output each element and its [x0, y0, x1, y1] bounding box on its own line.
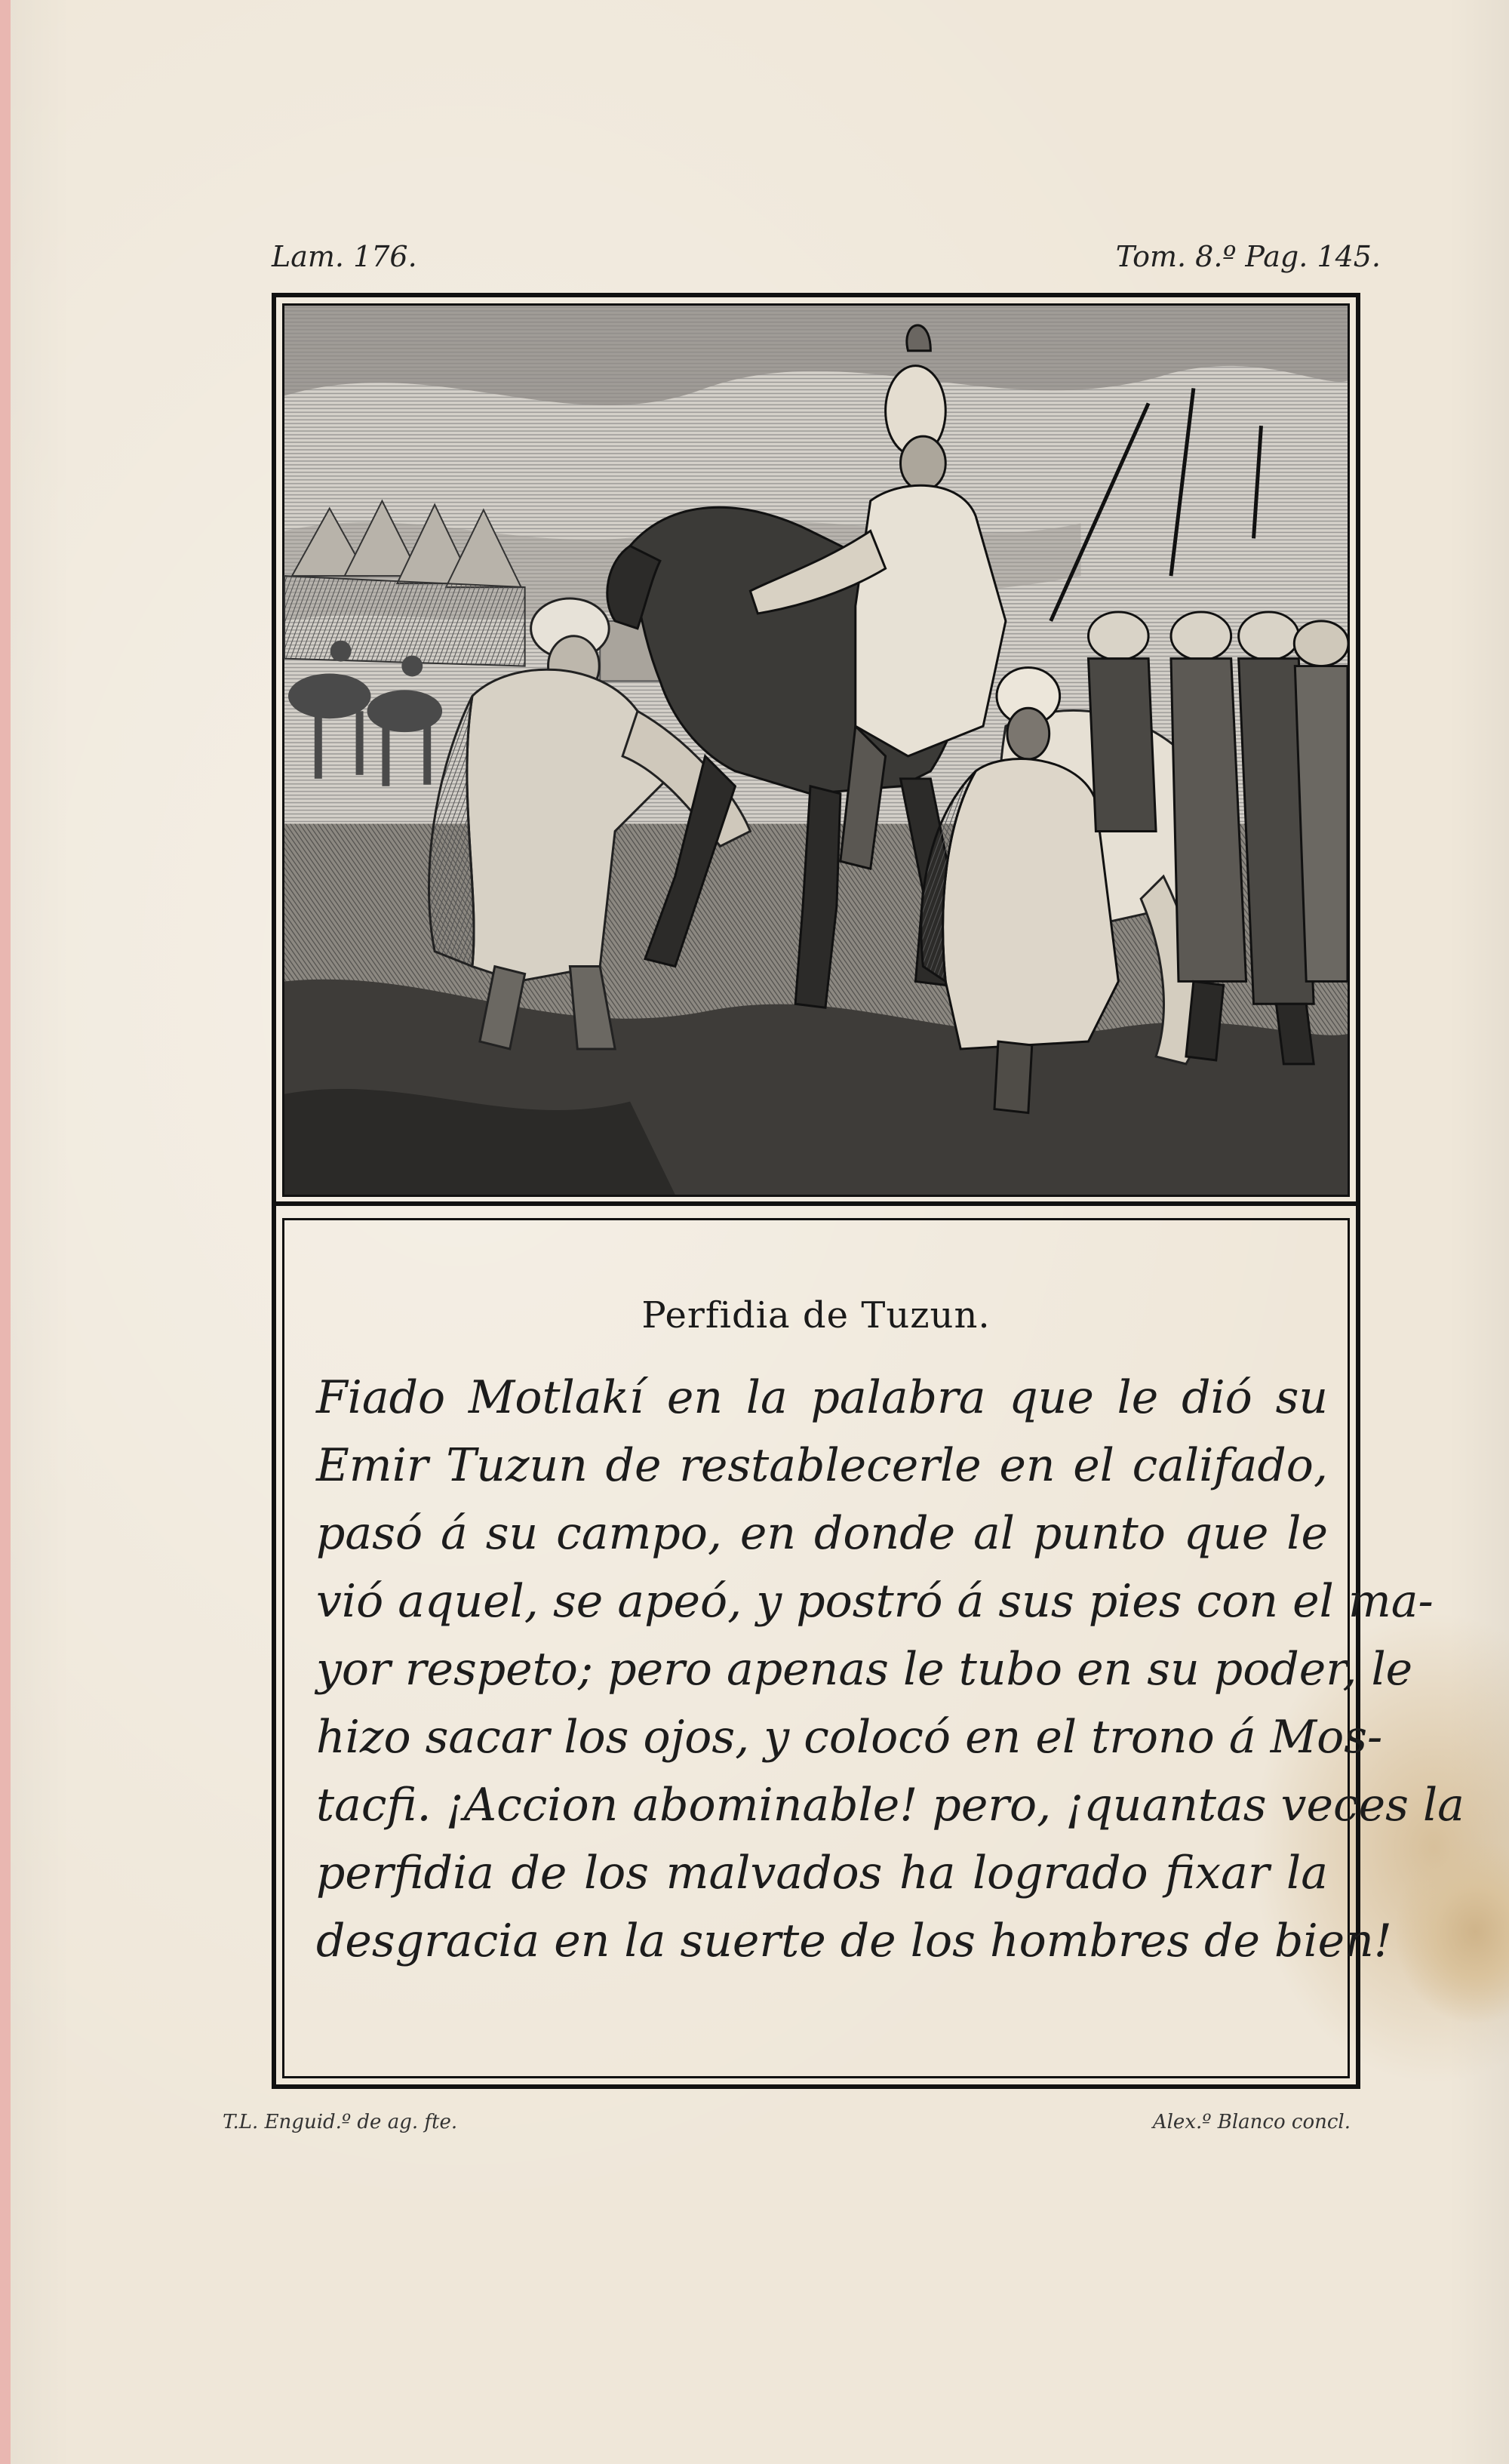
- caption-line: Fiado Motlakí en la palabra que le dió su: [316, 1371, 1328, 1424]
- caption-line: desgracia en la suerte de los hombres de bien!: [316, 1915, 1392, 1967]
- frame-separator: [272, 1201, 1360, 1206]
- caption-line: pasó á su campo, en donde al punto que le: [316, 1507, 1328, 1560]
- caption-line: perfidia de los malvados ha logrado fixar la: [316, 1847, 1328, 1900]
- finisher-credit: Alex.º Blanco concl.: [1152, 2111, 1351, 2133]
- caption-line: vió aquel, se apeó, y postró á sus pies con el ma-: [316, 1575, 1434, 1628]
- caption-line: Emir Tuzun de restablecerle en el califado,: [316, 1439, 1328, 1492]
- caption-frame: [282, 1218, 1464, 2078]
- engraving-scene: [284, 306, 1348, 1195]
- plate-number: Lam. 176.: [272, 240, 417, 273]
- caption-body: [316, 1364, 1464, 1975]
- caption-line: yor respeto; pero apenas le tubo en su poder, le: [316, 1643, 1413, 1696]
- caption-line: hizo sacar los ojos, y colocó en el trono á Mos-: [316, 1711, 1383, 1764]
- engraver-credit: T.L. Enguid.º de ag. fte.: [223, 2111, 458, 2133]
- caption-title: Perfidia de Tuzun.: [641, 1294, 991, 1337]
- volume-page-reference: Tom. 8.º Pag. 145.: [1115, 240, 1381, 273]
- caption-line: tacfi. ¡Accion abominable! pero, ¡quantas veces la: [316, 1779, 1464, 1832]
- paper-left-edge: [0, 0, 11, 2464]
- paper-stain: [1396, 1841, 1509, 2023]
- engraving-illustration: [282, 303, 1350, 1197]
